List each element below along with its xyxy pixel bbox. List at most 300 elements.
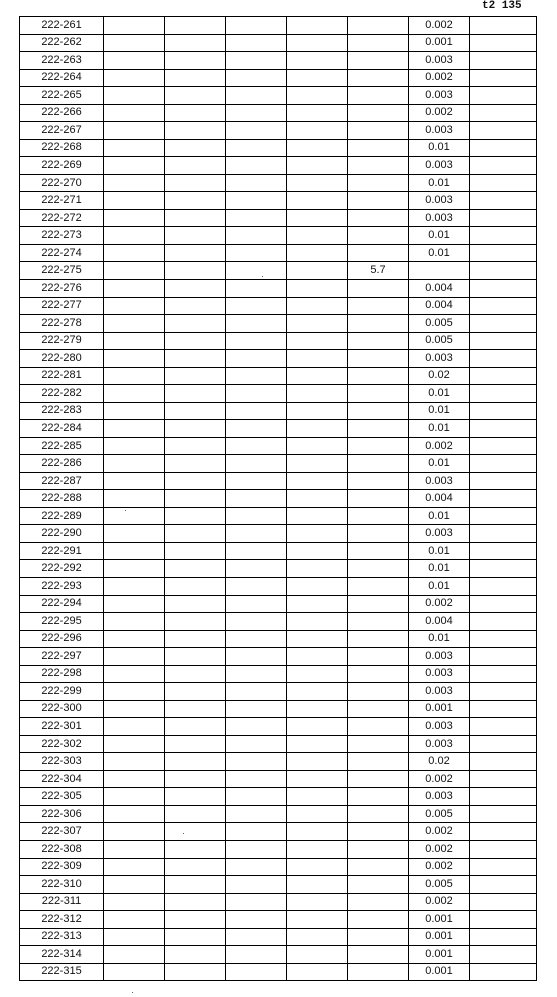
table-cell [165, 104, 226, 122]
table-cell [348, 613, 409, 631]
sample-id-cell: 222-298 [20, 665, 104, 683]
table-cell [470, 385, 537, 403]
table-cell: 5.7 [348, 262, 409, 280]
table-cell [226, 87, 287, 105]
table-row [20, 648, 537, 666]
table-cell [165, 174, 226, 192]
sample-id-cell: 222-288 [20, 490, 104, 508]
table-cell [348, 507, 409, 525]
table-cell [104, 122, 165, 140]
table-cell [104, 157, 165, 175]
table-cell [165, 490, 226, 508]
table-cell [104, 69, 165, 87]
table-cell [165, 648, 226, 666]
table-cell [348, 718, 409, 736]
table-cell [348, 279, 409, 297]
table-cell [226, 17, 287, 35]
sample-id-cell: 222-296 [20, 630, 104, 648]
table-cell [470, 753, 537, 771]
table-cell [287, 507, 348, 525]
table-cell [470, 840, 537, 858]
table-cell [104, 297, 165, 315]
table-cell [348, 595, 409, 613]
table-cell [348, 858, 409, 876]
table-cell [348, 578, 409, 596]
table-cell [287, 350, 348, 368]
table-row [20, 613, 537, 631]
sample-id-cell: 222-299 [20, 683, 104, 701]
table-cell [165, 718, 226, 736]
table-cell [226, 753, 287, 771]
table-cell [470, 455, 537, 473]
table-row [20, 87, 537, 105]
table-cell [348, 350, 409, 368]
table-cell [470, 613, 537, 631]
table-cell [470, 928, 537, 946]
table-cell [470, 893, 537, 911]
table-cell [104, 613, 165, 631]
table-cell [287, 472, 348, 490]
table-cell [104, 665, 165, 683]
table-cell [287, 805, 348, 823]
sample-id-cell: 222-262 [20, 34, 104, 52]
table-cell [226, 770, 287, 788]
table-cell [287, 648, 348, 666]
table-cell [165, 753, 226, 771]
table-cell [348, 174, 409, 192]
table-cell [470, 420, 537, 438]
table-cell [165, 630, 226, 648]
table-cell [226, 911, 287, 929]
table-cell [348, 17, 409, 35]
table-cell: 0.01 [409, 455, 470, 473]
table-cell [104, 735, 165, 753]
table-cell [165, 595, 226, 613]
table-cell [104, 648, 165, 666]
table-row [20, 665, 537, 683]
table-cell: 0.001 [409, 34, 470, 52]
table-cell: 0.003 [409, 683, 470, 701]
table-cell [287, 700, 348, 718]
table-cell [226, 315, 287, 333]
table-cell [348, 52, 409, 70]
table-cell [348, 87, 409, 105]
table-cell [165, 69, 226, 87]
table-cell [348, 648, 409, 666]
table-cell [470, 139, 537, 157]
table-cell: 0.003 [409, 52, 470, 70]
table-cell [348, 104, 409, 122]
table-cell [165, 227, 226, 245]
table-cell: 0.002 [409, 858, 470, 876]
table-cell: 0.003 [409, 87, 470, 105]
table-cell [470, 683, 537, 701]
table-cell [470, 472, 537, 490]
table-cell [470, 858, 537, 876]
table-cell [165, 350, 226, 368]
data-table [19, 16, 537, 981]
table-cell: 0.01 [409, 244, 470, 262]
table-cell [165, 578, 226, 596]
table-cell: 0.003 [409, 192, 470, 210]
scan-speck [125, 510, 126, 511]
sample-id-cell: 222-269 [20, 157, 104, 175]
table-cell [287, 578, 348, 596]
sample-id-cell: 222-303 [20, 753, 104, 771]
table-cell [470, 525, 537, 543]
table-cell [226, 157, 287, 175]
table-cell [226, 227, 287, 245]
table-row [20, 735, 537, 753]
table-cell [104, 262, 165, 280]
table-cell [470, 367, 537, 385]
table-cell: 0.003 [409, 472, 470, 490]
table-cell [470, 52, 537, 70]
table-cell [470, 315, 537, 333]
table-row [20, 455, 537, 473]
table-cell [470, 823, 537, 841]
table-row [20, 402, 537, 420]
table-cell [287, 332, 348, 350]
table-cell [470, 630, 537, 648]
table-cell [104, 209, 165, 227]
sample-id-cell: 222-261 [20, 17, 104, 35]
table-cell [165, 192, 226, 210]
table-cell [226, 209, 287, 227]
sample-id-cell: 222-277 [20, 297, 104, 315]
scan-speck [183, 833, 184, 834]
table-cell [226, 455, 287, 473]
table-cell [226, 122, 287, 140]
table-cell: 0.003 [409, 122, 470, 140]
sample-id-cell: 222-282 [20, 385, 104, 403]
table-cell: 0.02 [409, 367, 470, 385]
sample-id-cell: 222-297 [20, 648, 104, 666]
table-cell [348, 840, 409, 858]
table-row [20, 753, 537, 771]
table-row [20, 332, 537, 350]
table-cell [226, 578, 287, 596]
table-row [20, 963, 537, 981]
table-cell [287, 402, 348, 420]
table-cell [287, 122, 348, 140]
table-cell [287, 174, 348, 192]
table-cell [104, 823, 165, 841]
sample-id-cell: 222-307 [20, 823, 104, 841]
table-row [20, 367, 537, 385]
table-cell [348, 525, 409, 543]
table-cell [470, 297, 537, 315]
sample-id-cell: 222-281 [20, 367, 104, 385]
table-cell [348, 385, 409, 403]
table-cell [287, 911, 348, 929]
table-cell [104, 963, 165, 981]
table-cell [165, 332, 226, 350]
table-cell [104, 332, 165, 350]
table-cell [104, 560, 165, 578]
table-cell [348, 665, 409, 683]
table-cell [470, 507, 537, 525]
table-cell: 0.003 [409, 209, 470, 227]
table-cell [348, 788, 409, 806]
table-cell [470, 244, 537, 262]
table-cell [104, 630, 165, 648]
table-cell [104, 507, 165, 525]
sample-id-cell: 222-263 [20, 52, 104, 70]
table-cell [287, 297, 348, 315]
table-cell [348, 805, 409, 823]
table-cell [287, 718, 348, 736]
table-cell [165, 542, 226, 560]
table-row [20, 17, 537, 35]
table-cell: 0.001 [409, 911, 470, 929]
sample-id-cell: 222-306 [20, 805, 104, 823]
table-cell [104, 595, 165, 613]
table-cell: 0.01 [409, 507, 470, 525]
table-cell [287, 542, 348, 560]
scan-speck [262, 276, 263, 277]
table-row [20, 683, 537, 701]
table-cell: 0.002 [409, 770, 470, 788]
table-row [20, 385, 537, 403]
table-cell [348, 876, 409, 894]
table-cell [104, 683, 165, 701]
table-cell [348, 911, 409, 929]
table-cell: 0.002 [409, 69, 470, 87]
table-cell [165, 455, 226, 473]
table-cell [165, 788, 226, 806]
table-cell: 0.005 [409, 332, 470, 350]
table-cell [226, 858, 287, 876]
table-cell [470, 770, 537, 788]
table-cell [287, 876, 348, 894]
sample-id-cell: 222-294 [20, 595, 104, 613]
page-number: t2 135 [482, 0, 522, 12]
table-cell [348, 630, 409, 648]
table-cell [470, 122, 537, 140]
table-cell: 0.002 [409, 17, 470, 35]
table-cell [165, 876, 226, 894]
table-cell [226, 402, 287, 420]
table-cell [165, 858, 226, 876]
table-cell: 0.001 [409, 946, 470, 964]
table-cell [226, 104, 287, 122]
table-cell [226, 946, 287, 964]
sample-id-cell: 222-267 [20, 122, 104, 140]
table-row [20, 139, 537, 157]
table-cell [104, 350, 165, 368]
table-cell [470, 788, 537, 806]
table-cell [104, 420, 165, 438]
table-cell [470, 560, 537, 578]
table-cell [287, 262, 348, 280]
table-cell [104, 52, 165, 70]
table-cell [226, 139, 287, 157]
table-cell [348, 420, 409, 438]
table-cell [287, 665, 348, 683]
table-cell [104, 385, 165, 403]
table-cell [470, 209, 537, 227]
table-row [20, 209, 537, 227]
table-cell [348, 122, 409, 140]
table-cell [470, 157, 537, 175]
table-cell [348, 472, 409, 490]
table-cell: 0.004 [409, 279, 470, 297]
sample-id-cell: 222-315 [20, 963, 104, 981]
sample-id-cell: 222-274 [20, 244, 104, 262]
table-cell [470, 718, 537, 736]
table-cell [226, 332, 287, 350]
table-row [20, 560, 537, 578]
table-cell [287, 946, 348, 964]
table-cell: 0.01 [409, 174, 470, 192]
table-cell: 0.01 [409, 542, 470, 560]
table-cell [470, 262, 537, 280]
sample-id-cell: 222-310 [20, 876, 104, 894]
table-cell [470, 911, 537, 929]
table-cell [226, 525, 287, 543]
table-cell [348, 963, 409, 981]
table-row [20, 893, 537, 911]
table-cell [287, 560, 348, 578]
table-row [20, 507, 537, 525]
table-cell [287, 490, 348, 508]
table-row [20, 34, 537, 52]
table-cell [287, 963, 348, 981]
table-cell [165, 665, 226, 683]
table-cell [226, 69, 287, 87]
table-cell [104, 315, 165, 333]
table-cell [226, 279, 287, 297]
table-cell [104, 753, 165, 771]
table-cell [348, 893, 409, 911]
table-cell [226, 683, 287, 701]
table-cell [348, 315, 409, 333]
table-cell: 0.003 [409, 788, 470, 806]
sample-id-cell: 222-271 [20, 192, 104, 210]
sample-id-cell: 222-293 [20, 578, 104, 596]
table-row [20, 420, 537, 438]
table-cell: 0.002 [409, 823, 470, 841]
table-cell [348, 700, 409, 718]
table-cell [348, 455, 409, 473]
table-cell: 0.01 [409, 560, 470, 578]
table-row [20, 490, 537, 508]
table-cell [226, 595, 287, 613]
table-cell [287, 823, 348, 841]
table-cell [165, 420, 226, 438]
table-cell [165, 385, 226, 403]
table-row [20, 315, 537, 333]
table-cell [165, 17, 226, 35]
table-cell [470, 174, 537, 192]
table-cell [470, 490, 537, 508]
table-cell: 0.005 [409, 876, 470, 894]
table-cell: 0.001 [409, 928, 470, 946]
table-cell [287, 525, 348, 543]
table-cell [348, 244, 409, 262]
table-cell [104, 174, 165, 192]
table-row [20, 174, 537, 192]
table-cell [165, 244, 226, 262]
table-cell [470, 735, 537, 753]
table-cell [165, 87, 226, 105]
sample-id-cell: 222-309 [20, 858, 104, 876]
sample-id-cell: 222-312 [20, 911, 104, 929]
table-cell [226, 648, 287, 666]
table-cell [287, 437, 348, 455]
table-cell [226, 560, 287, 578]
table-cell [470, 578, 537, 596]
table-cell [226, 367, 287, 385]
table-body [20, 17, 537, 981]
sample-id-cell: 222-275 [20, 262, 104, 280]
table-cell [165, 315, 226, 333]
table-cell [165, 893, 226, 911]
table-cell [226, 700, 287, 718]
table-cell [287, 595, 348, 613]
table-cell [226, 34, 287, 52]
sample-id-cell: 222-286 [20, 455, 104, 473]
table-cell [348, 157, 409, 175]
sample-id-cell: 222-301 [20, 718, 104, 736]
sample-id-cell: 222-300 [20, 700, 104, 718]
table-cell: 0.003 [409, 525, 470, 543]
table-cell [287, 613, 348, 631]
table-cell [165, 805, 226, 823]
sample-id-cell: 222-268 [20, 139, 104, 157]
table-cell: 0.002 [409, 840, 470, 858]
table-cell [104, 279, 165, 297]
table-row [20, 700, 537, 718]
table-cell [226, 192, 287, 210]
table-cell [470, 17, 537, 35]
table-cell [104, 525, 165, 543]
table-cell: 0.003 [409, 157, 470, 175]
table-cell [165, 735, 226, 753]
sample-id-cell: 222-266 [20, 104, 104, 122]
table-cell [348, 209, 409, 227]
table-cell: 0.01 [409, 385, 470, 403]
table-cell [226, 928, 287, 946]
table-cell [104, 104, 165, 122]
table-cell [287, 788, 348, 806]
table-row [20, 157, 537, 175]
table-cell: 0.001 [409, 963, 470, 981]
table-row [20, 858, 537, 876]
table-cell [226, 437, 287, 455]
table-cell [348, 683, 409, 701]
table-cell [165, 209, 226, 227]
sample-id-cell: 222-284 [20, 420, 104, 438]
table-cell [287, 735, 348, 753]
table-cell [104, 139, 165, 157]
table-cell [104, 805, 165, 823]
table-cell [165, 963, 226, 981]
table-cell [104, 472, 165, 490]
table-cell [226, 630, 287, 648]
table-cell [226, 718, 287, 736]
table-cell [165, 122, 226, 140]
table-cell [226, 490, 287, 508]
table-cell [348, 34, 409, 52]
sample-id-cell: 222-285 [20, 437, 104, 455]
table-cell [104, 858, 165, 876]
table-cell [226, 823, 287, 841]
table-cell [287, 770, 348, 788]
table-cell [165, 52, 226, 70]
table-cell [287, 455, 348, 473]
